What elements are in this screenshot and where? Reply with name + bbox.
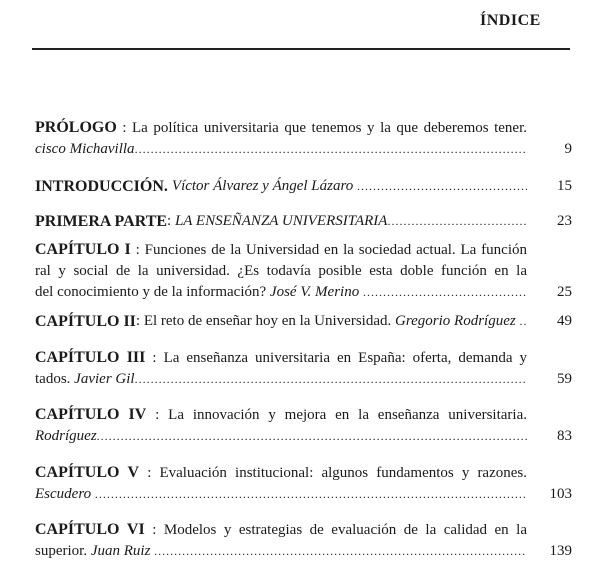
toc-author-or-subtitle: Escudero: [35, 485, 95, 502]
toc-title-text: : Modelos y estrategias de evaluación de la calidad en la: [152, 522, 527, 538]
toc-entry[interactable]: [35, 239, 575, 304]
toc-line: [35, 261, 575, 283]
toc-line: [35, 211, 575, 233]
dot-leader: [135, 369, 527, 391]
page-number: 103: [549, 485, 572, 502]
toc-heading: CAPÍTULO I: [35, 241, 131, 258]
toc-heading: INTRODUCCIÓN.: [35, 178, 172, 195]
page-number: 9: [564, 140, 572, 157]
toc-title-text: : La política universitaria que tenemos y la que deberemos tener.: [122, 120, 527, 136]
toc-line: [35, 462, 575, 484]
toc-heading: CAPÍTULO IV: [35, 406, 147, 423]
toc-line-text: [35, 211, 527, 233]
toc-line: [35, 541, 575, 563]
dot-leader: [97, 426, 527, 448]
toc-line-text: [35, 239, 527, 261]
toc-heading: CAPÍTULO II: [35, 313, 136, 330]
toc-line: [35, 311, 575, 333]
toc-line-text: [35, 282, 527, 304]
toc-line-text: [35, 519, 527, 541]
header-rule: [32, 48, 570, 50]
toc-author-or-subtitle: Víctor Álvarez y Ángel Lázaro: [171, 178, 358, 194]
toc-entry[interactable]: [35, 117, 575, 160]
toc-line: [35, 282, 575, 304]
page-number: 83: [557, 427, 572, 444]
toc-line-text: [35, 261, 527, 283]
toc-author-or-subtitle: José V. Merino: [269, 284, 363, 300]
toc-heading: PRIMERA PARTE: [35, 213, 168, 230]
page-number: 25: [557, 284, 572, 300]
toc-title-text: : Evaluación institucional: algunos fundamentos y razones.: [147, 465, 527, 481]
toc-line-text: [35, 462, 527, 484]
toc-title-text: ral y social de la universidad. ¿Es todavía posible esta doble función en la: [35, 262, 527, 279]
toc-line-text: [35, 404, 527, 426]
toc-title-text: tados.: [35, 370, 75, 387]
toc-line-text: [35, 369, 527, 391]
toc-entry[interactable]: [35, 211, 575, 233]
toc-line-text: [35, 117, 527, 139]
toc-line: [35, 176, 575, 198]
dot-leader: [363, 282, 527, 304]
toc-entry[interactable]: [35, 311, 575, 333]
toc-line: [35, 117, 575, 139]
page-number: 49: [557, 313, 572, 329]
toc-line-text: [35, 426, 527, 448]
toc-title-text: : Funciones de la Universidad en la sociedad actual. La función: [135, 242, 527, 258]
page-number: 59: [557, 370, 572, 387]
toc-line: [35, 484, 575, 506]
toc-title-text: : El reto de enseñar hoy en la Universidad.: [135, 313, 395, 329]
toc-entry[interactable]: [35, 347, 575, 390]
toc-title-text: : La innovación y mejora en la enseñanza universitaria.: [155, 407, 527, 423]
toc-author-or-subtitle: Javier Gil: [74, 370, 135, 387]
toc-line-text: [35, 311, 527, 333]
toc-title-text: superior.: [35, 542, 91, 559]
dot-leader: [387, 211, 527, 233]
toc-heading: CAPÍTULO V: [35, 464, 140, 481]
toc-line-text: [35, 139, 527, 161]
toc-author-or-subtitle: LA ENSEÑANZA UNIVERSITARIA: [174, 213, 388, 229]
toc-heading: PRÓLOGO: [35, 119, 117, 136]
toc-line: [35, 426, 575, 448]
toc-author-or-subtitle: Juan Ruiz: [90, 542, 155, 559]
toc-entry[interactable]: [35, 404, 575, 447]
toc-entry[interactable]: [35, 176, 575, 198]
toc-line-text: [35, 347, 527, 369]
page-number: 23: [557, 213, 572, 229]
page-number: 139: [549, 542, 572, 559]
toc-line-text: [35, 541, 527, 563]
dot-leader: [519, 311, 527, 333]
toc-heading: CAPÍTULO III: [35, 349, 146, 366]
toc-heading: CAPÍTULO VI: [35, 521, 145, 538]
toc-line: [35, 139, 575, 161]
page-number: 15: [557, 178, 572, 194]
page-title: ÍNDICE: [480, 12, 541, 29]
toc-author-or-subtitle: Rodríguez: [35, 427, 97, 444]
toc-entry[interactable]: [35, 462, 575, 505]
toc-line: [35, 239, 575, 261]
dot-leader: [357, 176, 527, 198]
toc-title-text: :: [167, 213, 175, 229]
dot-leader: [154, 541, 527, 563]
toc-entry[interactable]: [35, 519, 575, 562]
dot-leader: [135, 139, 527, 161]
toc-title-text: del conocimiento y de la información?: [35, 284, 270, 300]
toc-line: [35, 369, 575, 391]
toc-line: [35, 404, 575, 426]
toc-author-or-subtitle: Gregorio Rodríguez: [395, 313, 520, 329]
toc-line: [35, 347, 575, 369]
toc-line: [35, 519, 575, 541]
toc-author-or-subtitle: cisco Michavilla: [35, 140, 135, 157]
toc-title-text: : La enseñanza universitaria en España: oferta, demanda y: [152, 350, 527, 366]
dot-leader: [95, 484, 527, 506]
toc-line-text: [35, 176, 527, 198]
toc-line-text: [35, 484, 527, 506]
